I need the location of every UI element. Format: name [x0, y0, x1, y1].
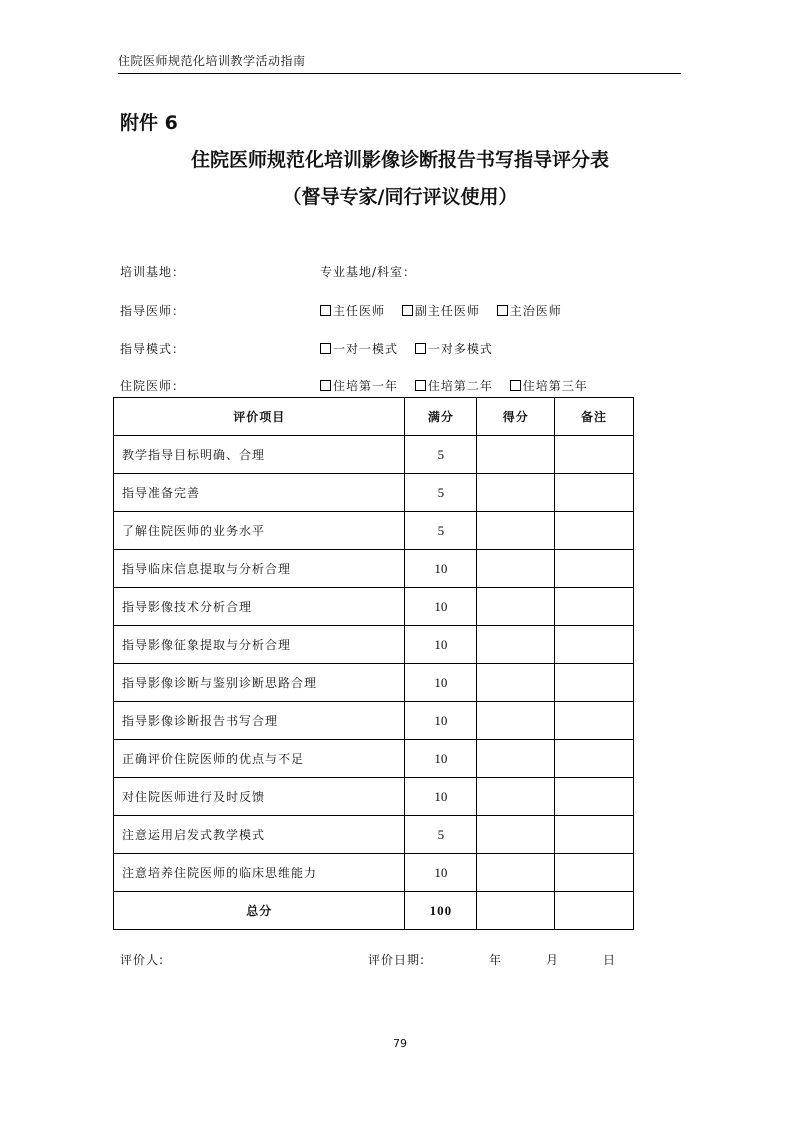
- header-score: 得分: [477, 398, 555, 436]
- total-value: 100: [405, 892, 477, 930]
- row-item: 教学指导目标明确、合理: [114, 436, 405, 474]
- row-item: 注意运用启发式教学模式: [114, 816, 405, 854]
- row-item: 指导影像技术分析合理: [114, 588, 405, 626]
- total-note-cell[interactable]: [555, 892, 634, 930]
- row-full-score: 10: [405, 588, 477, 626]
- instructor-option[interactable]: 主任医师: [320, 302, 385, 319]
- mode-options: [320, 340, 505, 357]
- row-score-cell[interactable]: [477, 588, 555, 626]
- resident-option[interactable]: 住培第三年: [510, 377, 588, 394]
- row-full-score: 5: [405, 816, 477, 854]
- row-item: 指导影像征象提取与分析合理: [114, 626, 405, 664]
- header-item: 评价项目: [114, 398, 405, 436]
- row-score-cell[interactable]: [477, 854, 555, 892]
- row-item: 对住院医师进行及时反馈: [114, 778, 405, 816]
- row-note-cell[interactable]: [555, 512, 634, 550]
- instructor-options: [320, 302, 574, 319]
- row-note-cell[interactable]: [555, 588, 634, 626]
- form-subtitle: （督导专家/同行评议使用）: [282, 186, 518, 208]
- row-note-cell[interactable]: [555, 816, 634, 854]
- row-score-cell[interactable]: [477, 512, 555, 550]
- evaluation-table: [113, 397, 634, 930]
- row-item: 指导临床信息提取与分析合理: [114, 550, 405, 588]
- dept-label: 专业基地/科室：: [320, 265, 417, 279]
- table-row: [114, 512, 634, 550]
- table-row: [114, 740, 634, 778]
- table-row: [114, 816, 634, 854]
- instructor-option[interactable]: 副主任医师: [402, 302, 480, 319]
- row-item: 正确评价住院医师的优点与不足: [114, 740, 405, 778]
- table-row: [114, 778, 634, 816]
- date-day: 日: [603, 953, 617, 967]
- resident-option[interactable]: 住培第一年: [320, 377, 398, 394]
- row-full-score: 10: [405, 740, 477, 778]
- checkbox-icon[interactable]: [510, 380, 521, 391]
- header-note: 备注: [555, 398, 634, 436]
- row-score-cell[interactable]: [477, 702, 555, 740]
- total-label: 总分: [114, 892, 405, 930]
- evaluator-label: 评价人:: [120, 953, 165, 967]
- row-full-score: 5: [405, 436, 477, 474]
- checkbox-icon[interactable]: [320, 380, 331, 391]
- checkbox-icon[interactable]: [415, 380, 426, 391]
- resident-option[interactable]: 住培第二年: [415, 377, 493, 394]
- date-year: 年: [489, 953, 503, 967]
- mode-option[interactable]: 一对多模式: [415, 340, 493, 357]
- row-full-score: 10: [405, 550, 477, 588]
- row-score-cell[interactable]: [477, 626, 555, 664]
- row-full-score: 5: [405, 474, 477, 512]
- checkbox-icon[interactable]: [402, 305, 413, 316]
- checkbox-icon[interactable]: [497, 305, 508, 316]
- form-title: 住院医师规范化培训影像诊断报告书写指导评分表: [190, 149, 609, 171]
- mode-label: 指导模式：: [120, 342, 186, 356]
- attachment-label: 附件 6: [120, 112, 178, 134]
- row-note-cell[interactable]: [555, 436, 634, 474]
- table-row: [114, 664, 634, 702]
- table-row: [114, 550, 634, 588]
- date-month: 月: [546, 953, 560, 967]
- row-score-cell[interactable]: [477, 550, 555, 588]
- row-note-cell[interactable]: [555, 474, 634, 512]
- row-note-cell[interactable]: [555, 626, 634, 664]
- table-row: [114, 588, 634, 626]
- table-row: [114, 474, 634, 512]
- row-item: 指导影像诊断与鉴别诊断思路合理: [114, 664, 405, 702]
- row-note-cell[interactable]: [555, 778, 634, 816]
- row-note-cell[interactable]: [555, 854, 634, 892]
- row-full-score: 5: [405, 512, 477, 550]
- instructor-label: 指导医师：: [120, 304, 186, 318]
- mode-option[interactable]: 一对一模式: [320, 340, 398, 357]
- total-row: [114, 892, 634, 930]
- total-score-cell[interactable]: [477, 892, 555, 930]
- base-label: 培训基地：: [120, 265, 186, 279]
- table-header-row: [114, 398, 634, 436]
- checkbox-icon[interactable]: [415, 343, 426, 354]
- header-rule: [118, 73, 681, 74]
- row-full-score: 10: [405, 854, 477, 892]
- row-score-cell[interactable]: [477, 816, 555, 854]
- table-row: [114, 854, 634, 892]
- row-full-score: 10: [405, 778, 477, 816]
- instructor-option[interactable]: 主治医师: [497, 302, 562, 319]
- checkbox-icon[interactable]: [320, 343, 331, 354]
- table-row: [114, 702, 634, 740]
- resident-options: [320, 377, 600, 394]
- row-score-cell[interactable]: [477, 474, 555, 512]
- header-full-score: 满分: [405, 398, 477, 436]
- row-item: 注意培养住院医师的临床思维能力: [114, 854, 405, 892]
- resident-label: 住院医师：: [120, 379, 186, 393]
- row-score-cell[interactable]: [477, 664, 555, 702]
- row-score-cell[interactable]: [477, 740, 555, 778]
- row-full-score: 10: [405, 702, 477, 740]
- page-number: 79: [393, 1037, 407, 1050]
- row-item: 了解住院医师的业务水平: [114, 512, 405, 550]
- row-note-cell[interactable]: [555, 740, 634, 778]
- row-score-cell[interactable]: [477, 778, 555, 816]
- row-note-cell[interactable]: [555, 550, 634, 588]
- table-row: [114, 626, 634, 664]
- row-note-cell[interactable]: [555, 664, 634, 702]
- table-row: [114, 436, 634, 474]
- row-note-cell[interactable]: [555, 702, 634, 740]
- date-label: 评价日期:: [368, 953, 426, 967]
- row-item: 指导影像诊断报告书写合理: [114, 702, 405, 740]
- row-score-cell[interactable]: [477, 436, 555, 474]
- row-item: 指导准备完善: [114, 474, 405, 512]
- checkbox-icon[interactable]: [320, 305, 331, 316]
- row-full-score: 10: [405, 626, 477, 664]
- running-header: 住院医师规范化培训教学活动指南: [118, 54, 306, 68]
- row-full-score: 10: [405, 664, 477, 702]
